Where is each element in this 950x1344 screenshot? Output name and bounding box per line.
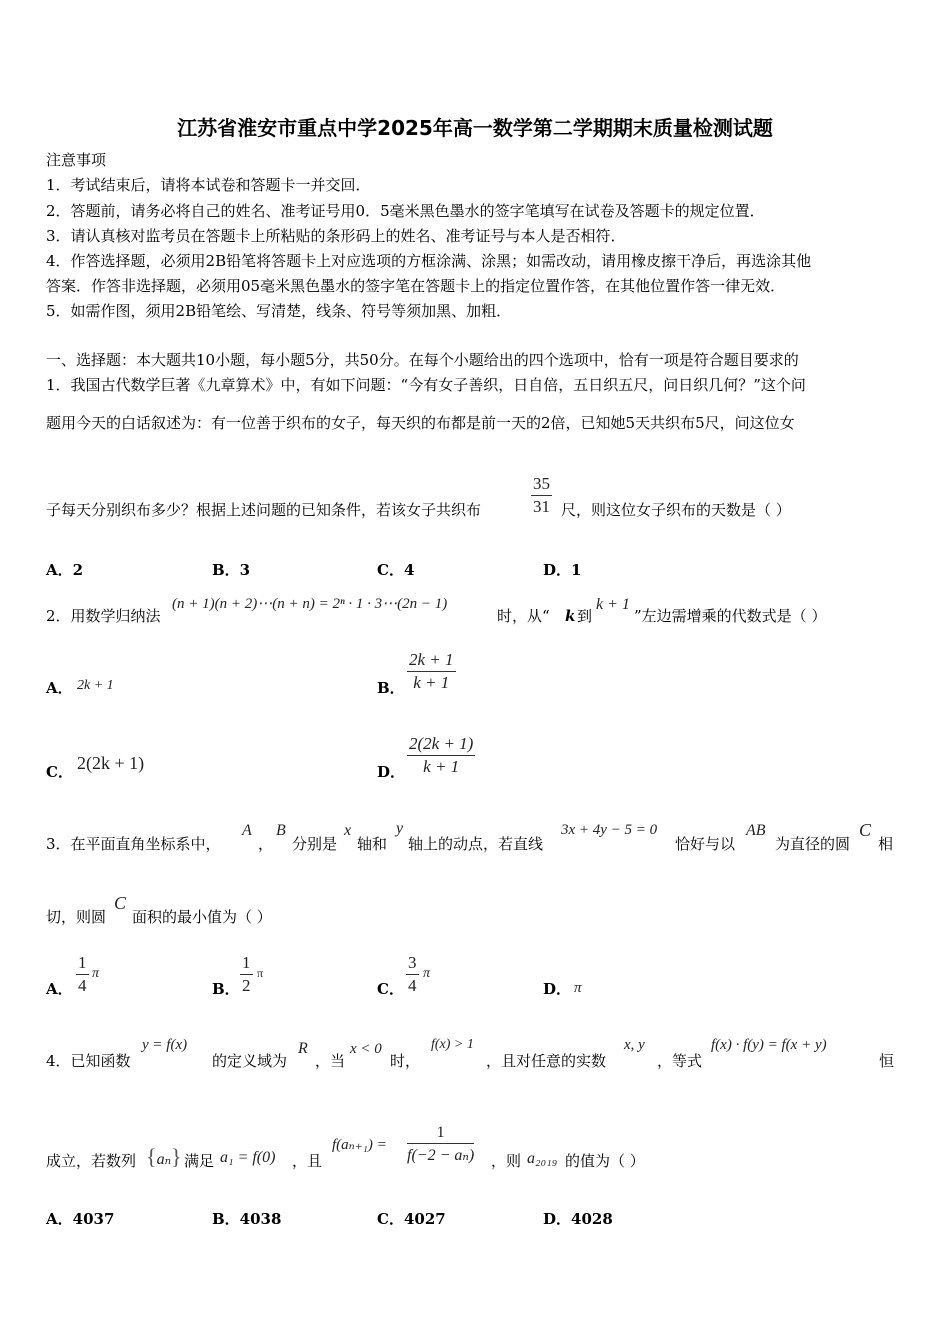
q3-point-a: A bbox=[242, 822, 252, 839]
q2-option-a-expr: 2k + 1 bbox=[77, 678, 114, 693]
q2-prefix: 2．用数学归纳法 bbox=[46, 607, 161, 625]
q1-option-c[interactable]: C．4 bbox=[377, 561, 415, 579]
q2-mid2: 到 bbox=[577, 607, 593, 625]
q1-line3b: 尺，则这位女子织布的天数是（ ） bbox=[561, 501, 791, 519]
q3-option-c-label[interactable]: C． bbox=[377, 980, 404, 998]
q2-option-b-label[interactable]: B． bbox=[377, 679, 405, 697]
q3-option-a-num: 1 bbox=[78, 953, 87, 972]
q4-brace-left: { bbox=[146, 1144, 157, 1169]
q4-xy: x, y bbox=[624, 1037, 645, 1053]
notice-item: 4．作答选择题，必须用2B铅笔将答题卡上对应选项的方框涂满、涂黑；如需改动，请用橡皮擦干净后，再选涂其他 bbox=[46, 252, 812, 270]
q3-option-b-label[interactable]: B． bbox=[212, 980, 240, 998]
q4-line2c: ，且 bbox=[292, 1152, 323, 1170]
q1-option-a[interactable]: A．2 bbox=[46, 561, 84, 579]
q3-line2b: 面积的最小值为（ ） bbox=[132, 908, 272, 926]
q2-option-d-num: 2(2k + 1) bbox=[407, 734, 475, 756]
q4-option-d[interactable]: D．4028 bbox=[543, 1210, 613, 1228]
q2-suffix: ”左边需增乘的代数式是（ ） bbox=[634, 607, 827, 625]
q4-line2d: ，则 bbox=[491, 1152, 522, 1170]
q3-option-a-den: 4 bbox=[78, 976, 87, 995]
q3-line2a: 切，则圆 bbox=[46, 908, 107, 926]
q2-formula: (n + 1)(n + 2)⋯(n + n) = 2ⁿ · 1 · 3⋯(2n − 1) bbox=[172, 596, 448, 612]
q1-line3a: 子每天分别织布多少？根据上述问题的已知条件，若该女子共织布 bbox=[46, 501, 482, 519]
notice-item: 1．考试结束后，请将本试卷和答题卡一并交回． bbox=[46, 176, 371, 194]
q3-option-b-pi: π bbox=[257, 966, 264, 980]
q4-text5: ，等式 bbox=[657, 1052, 703, 1070]
q4-cond2: f(x) > 1 bbox=[431, 1037, 474, 1052]
q3-circle-c: C bbox=[859, 820, 872, 840]
q3-point-b: B bbox=[276, 822, 286, 839]
q2-mid1: 时，从“ bbox=[497, 607, 550, 625]
q3-option-d-pi: π bbox=[574, 980, 582, 996]
q2-option-b-fraction bbox=[407, 650, 456, 693]
q4-a1: a₁ = f(0) bbox=[220, 1149, 276, 1166]
q3-text6: 相 bbox=[878, 835, 894, 853]
q1-option-b[interactable]: B．3 bbox=[212, 561, 251, 579]
q2-option-d-label[interactable]: D． bbox=[377, 763, 406, 781]
q2-kplus: k + 1 bbox=[596, 596, 630, 613]
q1-frac-den: 31 bbox=[533, 497, 550, 516]
q3-text2: 轴和 bbox=[357, 835, 388, 853]
q3-text5: 为直径的圆 bbox=[775, 835, 851, 853]
notice-item: 答案．作答非选择题，必须用05毫米黑色墨水的签字笔在答题卡上的指定位置作答，在其他位置作答一律无效． bbox=[46, 277, 786, 295]
q4-option-a[interactable]: A．4037 bbox=[46, 1210, 115, 1228]
q3-comma: ， bbox=[258, 835, 274, 853]
q3-prefix: 3．在平面直角坐标系中， bbox=[46, 835, 221, 853]
notice-heading: 注意事项 bbox=[46, 151, 107, 169]
q2-option-d-den: k + 1 bbox=[423, 757, 460, 776]
q4-rec-lhs: f(aₙ₊₁) = bbox=[332, 1137, 387, 1153]
q3-option-d-label[interactable]: D． bbox=[543, 980, 572, 998]
q3-option-b-fraction bbox=[240, 953, 253, 996]
q1-frac-num: 35 bbox=[531, 474, 552, 496]
q4-equation: f(x) · f(y) = f(x + y) bbox=[711, 1037, 827, 1053]
q3-ab: AB bbox=[746, 822, 766, 839]
q3-option-a-label[interactable]: A． bbox=[46, 980, 73, 998]
q2-option-b-num: 2k + 1 bbox=[407, 650, 456, 672]
q3-option-b-den: 2 bbox=[242, 976, 251, 995]
q4-cond: x < 0 bbox=[350, 1041, 382, 1057]
q4-text1: 的定义域为 bbox=[212, 1052, 288, 1070]
q1-option-d[interactable]: D．1 bbox=[543, 561, 582, 579]
q4-a2019: a₂₀₁₉ bbox=[527, 1150, 558, 1167]
q4-rec-den: f(−2 − aₙ) bbox=[407, 1147, 475, 1164]
q4-brace-right: } bbox=[171, 1144, 182, 1169]
notice-item: 2．答题前，请务必将自己的姓名、准考证号用0．5毫米黑色墨水的签字笔填写在试卷及答题卡的规定位置． bbox=[46, 202, 765, 220]
q4-line2a: 成立，若数列 bbox=[46, 1152, 137, 1170]
q4-line2b: 满足 bbox=[184, 1152, 215, 1170]
q1-fraction bbox=[531, 474, 552, 517]
q4-text6: 恒 bbox=[879, 1052, 895, 1070]
q3-option-c-fraction bbox=[406, 953, 419, 996]
q1-line1: 1．我国古代数学巨著《九章算术》中，有如下问题：“今有女子善织，日自倍，五日织五尺，问日织几何？”这个问 bbox=[46, 376, 806, 394]
q3-option-c-pi: π bbox=[423, 966, 431, 981]
q4-option-c[interactable]: C．4027 bbox=[377, 1210, 446, 1228]
page-title: 江苏省淮安市重点中学2025年高一数学第二学期期末质量检测试题 bbox=[177, 116, 773, 140]
q4-line2e: 的值为（ ） bbox=[565, 1152, 645, 1170]
q3-line-eq: 3x + 4y − 5 = 0 bbox=[561, 822, 658, 838]
q4-rec-num: 1 bbox=[407, 1124, 474, 1144]
q2-option-a-label[interactable]: A． bbox=[46, 679, 73, 697]
q1-line2: 题用今天的白话叙述为：有一位善于织布的女子，每天织的布都是前一天的2倍，已知她5天共织布5尺，问这位女 bbox=[46, 414, 795, 432]
q3-y: y bbox=[396, 820, 404, 837]
q3-circle-c2: C bbox=[114, 893, 127, 913]
q4-seq-term: aₙ bbox=[156, 1151, 172, 1168]
q4-text3: 时， bbox=[390, 1052, 421, 1070]
q4-text2: ，当 bbox=[315, 1052, 346, 1070]
q4-prefix: 4．已知函数 bbox=[46, 1052, 131, 1070]
q3-text1: 分别是 bbox=[292, 835, 338, 853]
q2-option-d-fraction bbox=[407, 734, 475, 777]
q3-option-c-num: 3 bbox=[408, 953, 417, 972]
q4-option-b[interactable]: B．4038 bbox=[212, 1210, 282, 1228]
q2-k: k bbox=[565, 607, 576, 625]
section-heading: 一、选择题：本大题共10小题，每小题5分，共50分。在每个小题给出的四个选项中，恰有一项是符合题目要求的 bbox=[46, 351, 799, 369]
q3-x: x bbox=[344, 822, 352, 839]
q3-option-a-fraction bbox=[76, 953, 89, 996]
q2-option-c-label[interactable]: C． bbox=[46, 763, 73, 781]
q3-option-c-den: 4 bbox=[408, 976, 417, 995]
q4-function: y = f(x) bbox=[142, 1037, 188, 1053]
q3-text4: 恰好与以 bbox=[675, 835, 736, 853]
q3-option-a-pi: π bbox=[92, 966, 100, 981]
q4-sequence bbox=[146, 1144, 182, 1170]
q2-option-b-den: k + 1 bbox=[413, 673, 450, 692]
notice-item: 5．如需作图，须用2B铅笔绘、写清楚，线条、符号等须加黑、加粗． bbox=[46, 302, 512, 320]
notice-item: 3．请认真核对监考员在答题卡上所粘贴的条形码上的姓名、准考证号与本人是否相符． bbox=[46, 227, 626, 245]
q3-option-b-num: 1 bbox=[242, 953, 251, 972]
q3-text3: 轴上的动点，若直线 bbox=[408, 835, 544, 853]
q4-rec-fraction bbox=[407, 1124, 474, 1165]
q4-text4: ，且对任意的实数 bbox=[486, 1052, 607, 1070]
q4-r: R bbox=[298, 1040, 308, 1057]
q2-option-c-expr: 2(2k + 1) bbox=[77, 753, 145, 773]
